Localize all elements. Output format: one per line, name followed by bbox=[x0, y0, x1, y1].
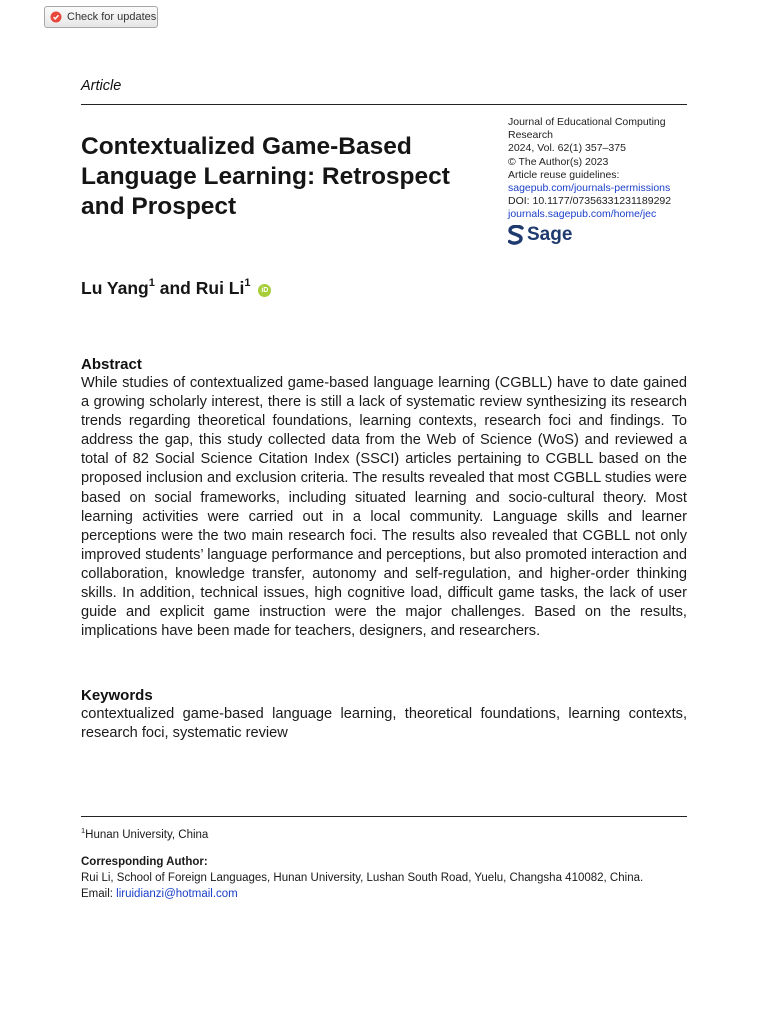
publisher-name: Sage bbox=[527, 224, 573, 245]
check-for-updates-button[interactable] bbox=[44, 6, 158, 28]
author-affiliation-mark: 1 bbox=[148, 277, 155, 290]
affiliation-text: Hunan University, China bbox=[85, 828, 209, 841]
affiliation-mark: 1 bbox=[81, 826, 86, 835]
check-for-updates-label: Check for updates bbox=[67, 11, 157, 23]
author-name: Rui Li bbox=[195, 278, 245, 298]
article-type-label: Article bbox=[81, 78, 122, 94]
keywords-body: contextualized game-based language learning, theoretical foundations, learning contexts, research foci, systematic review bbox=[81, 706, 687, 742]
email-label: Email: bbox=[81, 888, 113, 900]
affiliation-note bbox=[81, 826, 208, 841]
author-conjunction: and bbox=[159, 278, 191, 298]
sage-logo bbox=[508, 224, 572, 246]
author-affiliation-mark: 1 bbox=[244, 277, 251, 290]
email-link[interactable]: liruidianzi@hotmail.com bbox=[116, 888, 238, 900]
reuse-guidelines-link[interactable]: sagepub.com/journals-permissions bbox=[508, 182, 671, 195]
journal-copyright: © The Author(s) 2023 bbox=[508, 155, 609, 168]
journal-volume: 2024, Vol. 62(1) 357–375 bbox=[508, 142, 626, 155]
journal-info bbox=[508, 116, 690, 222]
header-divider bbox=[81, 104, 687, 105]
paper-title: Contextualized Game-Based Language Learning: Retrospect and Prospect bbox=[81, 133, 450, 220]
keywords-heading: Keywords bbox=[81, 687, 153, 704]
sage-s-icon bbox=[508, 225, 524, 245]
author-list bbox=[81, 278, 271, 299]
author-name: Lu Yang bbox=[81, 278, 149, 298]
journal-name: Journal of Educational Computing Research bbox=[508, 116, 666, 142]
footnote-divider bbox=[81, 816, 687, 817]
doi-text: DOI: 10.1177/07356331231189292 bbox=[508, 195, 672, 208]
journal-home-link[interactable]: journals.sagepub.com/home/jec bbox=[508, 208, 657, 221]
reuse-guidelines-label: Article reuse guidelines: bbox=[508, 168, 620, 181]
corresponding-author-email bbox=[81, 888, 238, 900]
corresponding-author-address: Rui Li, School of Foreign Languages, Hunan University, Lushan South Road, Yuelu, Changsha 410082, China. bbox=[81, 872, 644, 884]
abstract-body: While studies of contextualized game-based language learning (CGBLL) have to date gained a growing scholarly interest, there is still a lack of systematic review synthesizing its research trends regarding theoretical foundations, learning contexts, research foci and findings. To address the gap, this study collected data from the Web of Science (WoS) and reviewed a total of 82 Social Science Citation Index (SSCI) articles pertaining to CGBLL based on the proposed inclusion and exclusion criteria. The results revealed that most CGBLL studies were based on social frameworks, including situated learning and socio-cultural theory. Most learning activities were carried out in a local community. Language skills and learner perceptions were the two main research foci. The results also revealed that CGBLL not only improved students’ language performance and perceptions, but also promoted interaction and collaboration, knowledge transfer, autonomy and self-regulation, and higher-order thinking skills. In addition, technical issues, high cognitive load, difficult game tasks, the lack of user guide and explicit game instruction were the major challenges. Based on the results, implications have been made for teachers, designers, and researchers. bbox=[81, 375, 687, 640]
abstract-heading: Abstract bbox=[81, 356, 142, 373]
orcid-icon[interactable]: iD bbox=[258, 284, 271, 297]
crossmark-icon bbox=[50, 11, 62, 23]
corresponding-author-heading: Corresponding Author: bbox=[81, 856, 208, 868]
